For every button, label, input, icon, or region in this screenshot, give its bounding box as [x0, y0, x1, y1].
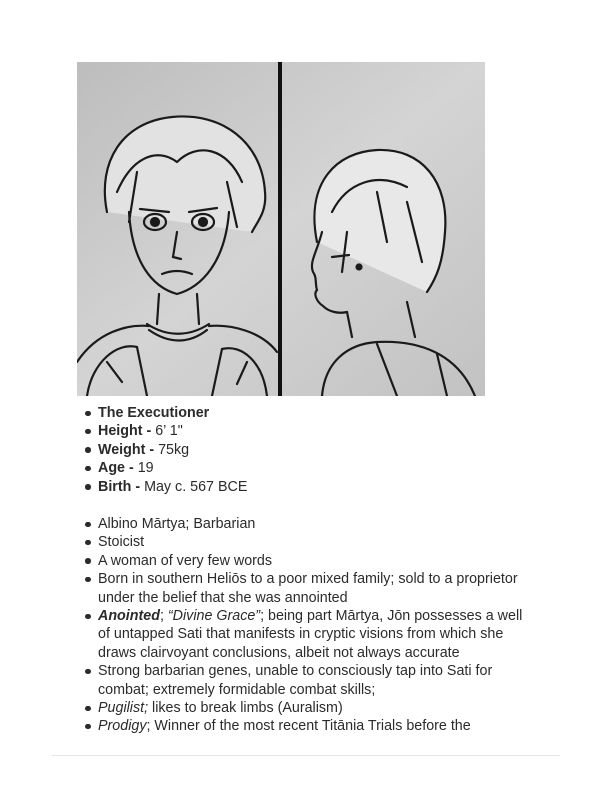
stat-title: The Executioner	[82, 404, 528, 422]
trait-item: Strong barbarian genes, unable to consciously tap into Sati for combat; extremely formidable combat skills;	[82, 662, 528, 699]
trait-item: Born in southern Heliōs to a poor mixed family; sold to a proprietor under the belief that she was annointed	[82, 570, 528, 607]
trait-item: Pugilist; likes to break limbs (Auralism)	[82, 699, 528, 717]
portrait-sketch	[77, 62, 485, 396]
page-divider	[52, 755, 560, 756]
character-stats-list	[82, 404, 528, 496]
stat-birth: Birth - May c. 567 BCE	[82, 478, 528, 496]
stat-age: Age - 19	[82, 459, 528, 477]
character-traits-list	[82, 515, 528, 736]
trait-item: Prodigy; Winner of the most recent Titānia Trials before the	[82, 717, 528, 735]
trait-item: Albino Mārtya; Barbarian	[82, 515, 528, 533]
character-portrait	[77, 62, 485, 396]
trait-item: A woman of very few words	[82, 552, 528, 570]
trait-item: Anointed; “Divine Grace”; being part Mārtya, Jōn possesses a well of untapped Sati that manifests in cryptic visions from which she draws clairvoyant conclusions, albeit not always accurate	[82, 607, 528, 662]
stat-weight: Weight - 75kg	[82, 441, 528, 459]
stat-height: Height - 6’ 1"	[82, 422, 528, 440]
trait-item: Stoicist	[82, 533, 528, 551]
